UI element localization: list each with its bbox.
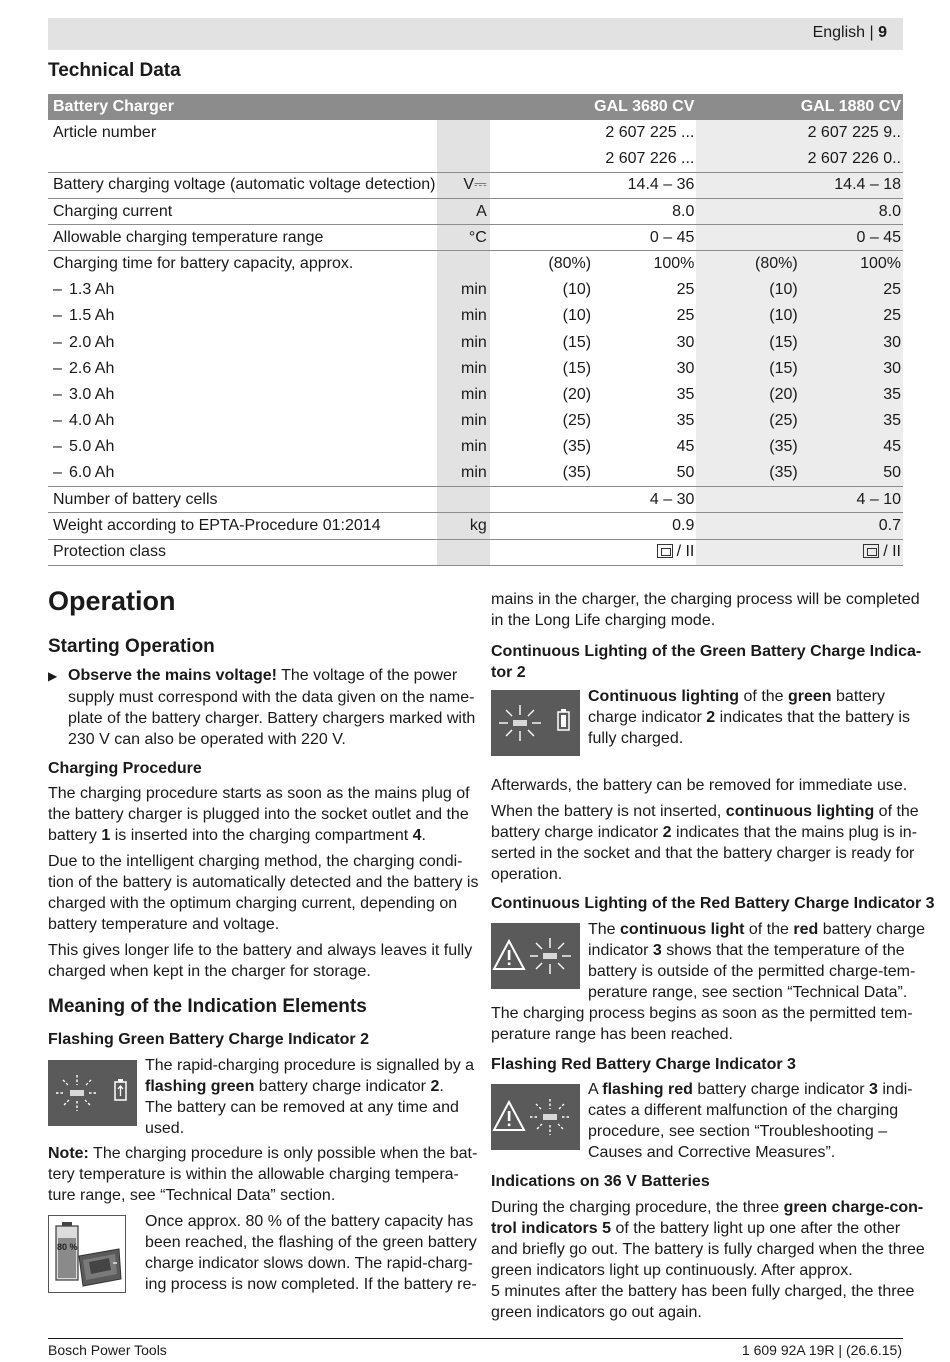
continuous-red-paragraph [588, 919, 925, 1003]
dash-marker: – [53, 333, 62, 351]
current-value-1: 8.0 [490, 199, 697, 225]
cr-line-1c: of the [744, 921, 794, 938]
fr-line-3: procedure, see section “Troubleshooting – [588, 1123, 888, 1140]
flashing-led-battery-icon [48, 1060, 137, 1126]
continuous-red-heading: Continuous Lighting of the Red Battery Charge Indicator 3 [491, 895, 935, 912]
charging-time-80-2: (80%) [696, 251, 799, 277]
capacity-unit: min [437, 303, 489, 329]
table-row [48, 382, 903, 408]
header-language: English [812, 24, 866, 41]
capacity-unit: min [437, 330, 489, 356]
table-row [48, 303, 903, 329]
indications-36v-paragraph [491, 1197, 925, 1323]
time-80-1: (10) [562, 281, 592, 299]
table-row [48, 434, 903, 460]
fg-line-4: used. [145, 1120, 185, 1137]
time-100-1: 25 [676, 281, 695, 299]
proc-line-3e: . [421, 827, 426, 844]
cr-line-2b: 3 [652, 942, 662, 959]
capacity-unit: min [437, 434, 489, 460]
cg-line-1a: Continuous lighting [588, 688, 740, 705]
approx-line-3: charge indicator slows down. The rapid-charg- [145, 1255, 473, 1272]
header-separator: | [865, 24, 879, 41]
cg-line-2b: 2 [706, 709, 716, 726]
current-unit: A [437, 199, 489, 225]
protection-unit [437, 539, 489, 565]
table-row-charging-time [48, 251, 903, 277]
protection-class-text: / II [883, 543, 901, 561]
ind-line-1a: During the charging procedure, the three [491, 1199, 784, 1216]
protection-label: Protection class [48, 539, 437, 565]
charging-procedure-paragraph [48, 783, 470, 846]
cont-green-title-2: tor 2 [491, 664, 526, 681]
article-label-blank [48, 146, 437, 172]
mains-bold: Observe the mains voltage! [68, 667, 277, 684]
intel-line-2: tion of the battery is automatically detected and the battery is [48, 874, 479, 891]
pack-80-label: 80 % [57, 1242, 78, 1252]
ind-line-2a: trol indicators 5 [491, 1220, 612, 1237]
table-row-article-2 [48, 146, 903, 172]
cells-label: Number of battery cells [48, 487, 437, 513]
time-100-2: 35 [800, 382, 903, 408]
battery-charger-image [48, 1215, 126, 1293]
starting-operation-heading: Starting Operation [48, 636, 215, 657]
cont-green-title-1: Continuous Lighting of the Green Battery Charge Indica- [491, 643, 922, 660]
temperature-label: Allowable charging temperature range [48, 225, 437, 251]
dash-marker: – [53, 464, 62, 482]
voltage-value-1: 14.4 – 36 [490, 172, 697, 198]
wn-line-1a: When the battery is not inserted, [491, 803, 726, 820]
footer-brand: Bosch Power Tools [48, 1342, 167, 1358]
time-100-2: 30 [800, 356, 903, 382]
continuous-led-battery-icon [491, 690, 580, 756]
header-model-2: GAL 1880 CV [696, 94, 903, 120]
continuous-green-heading [491, 641, 921, 683]
charging-time-100-2: 100% [800, 251, 903, 277]
cr-line-6: perature range has been reached. [491, 1026, 733, 1043]
fg-line-2c: 2 [430, 1078, 440, 1095]
ind-line-1b: green charge-con- [783, 1199, 924, 1216]
capacity-unit: min [437, 277, 489, 303]
ind-line-5: 5 minutes after the battery has been fully charged, the three [491, 1283, 915, 1300]
time-80-2: (10) [696, 277, 799, 303]
cells-value-2: 4 – 10 [696, 487, 903, 513]
warning-flashing-led-icon [491, 1084, 580, 1150]
wn-line-4: operation. [491, 866, 563, 883]
table-row-current [48, 199, 903, 225]
cg-line-1c: green [788, 688, 832, 705]
fg-line-2d: . [439, 1078, 444, 1095]
cells-value-1: 4 – 30 [490, 487, 697, 513]
intelligent-charging-paragraph [48, 851, 478, 935]
operation-title: Operation [48, 586, 176, 616]
approx-line-1: Once approx. 80 % of the battery capacity has [145, 1213, 474, 1230]
cr-line-5: The charging process begins as soon as the permitted tem- [491, 1005, 913, 1022]
temperature-value-1: 0 – 45 [490, 225, 697, 251]
table-row [48, 330, 903, 356]
indications-36v-heading: Indications on 36 V Batteries [491, 1173, 710, 1190]
charging-procedure-heading: Charging Procedure [48, 760, 202, 777]
wn-line-1b: continuous lighting [725, 803, 875, 820]
capacity-value: 5.0 Ah [69, 438, 115, 456]
dash-marker: – [53, 307, 62, 325]
protection-value-2 [696, 539, 903, 565]
capacity-unit: min [437, 460, 489, 486]
note-line-3: ture range, see “Technical Data” section. [48, 1187, 336, 1204]
bullet-arrow-icon: ▶ [48, 669, 58, 683]
fg-line-1: The rapid-charging procedure is signalled by a [145, 1057, 475, 1074]
weight-unit: kg [437, 513, 489, 539]
table-row-weight [48, 513, 903, 539]
cr-line-3: battery is outside of the permitted charge-tem- [588, 963, 916, 980]
temperature-unit: °C [437, 225, 489, 251]
wn-line-1c: of the [874, 803, 919, 820]
table-row [48, 460, 903, 486]
cr-line-1e: battery charge [818, 921, 925, 938]
capacity-label [48, 460, 437, 486]
proc-line-3a: battery [48, 827, 102, 844]
cr-line-1a: The [588, 921, 621, 938]
charging-time-80-1: (80%) [490, 251, 593, 277]
afterwards-paragraph: Afterwards, the battery can be removed for immediate use. [491, 777, 908, 794]
remains-line-2: in the Long Life charging mode. [491, 612, 716, 629]
time-100-1: 45 [676, 438, 695, 456]
cg-line-2a: charge indicator [588, 709, 707, 726]
time-80-2: (20) [696, 382, 799, 408]
capacity-unit: min [437, 382, 489, 408]
current-value-2: 8.0 [696, 199, 903, 225]
time-100-1: 30 [676, 359, 695, 377]
flashing-red-paragraph [588, 1079, 913, 1163]
flashing-green-paragraph [145, 1055, 474, 1139]
proc-line-2: the battery charger is plugged into the socket outlet and the [48, 806, 469, 823]
article-value-1a: 2 607 225 ... [605, 124, 695, 142]
table-row [48, 408, 903, 434]
capacity-value: 4.0 Ah [69, 412, 115, 430]
cr-line-2c: shows that the temperature of the [661, 942, 905, 959]
charging-time-100-1: 100% [593, 251, 696, 277]
table-row-cells [48, 487, 903, 513]
time-100-1: 25 [676, 307, 695, 325]
approx-line-4: ing process is now completed. If the battery re- [145, 1276, 477, 1293]
weight-label: Weight according to EPTA-Procedure 01:2014 [48, 513, 437, 539]
cr-line-1b: continuous light [620, 921, 745, 938]
time-100-2: 25 [800, 303, 903, 329]
battery-pack-80-percent-icon [49, 1216, 125, 1292]
capacity-label [48, 356, 437, 382]
warning-led-icon [491, 923, 580, 989]
remains-line-1: mains in the charger, the charging process will be completed [491, 591, 920, 608]
life-line-2: charged when kept in the charger for storage. [48, 963, 371, 980]
charging-time-label: Charging time for battery capacity, approx. [48, 251, 437, 277]
table-row [48, 277, 903, 303]
fr-line-1a: A [588, 1081, 603, 1098]
flashing-red-indicator-icon [491, 1084, 580, 1150]
time-100-1: 30 [676, 333, 695, 351]
header-page-number: 9 [878, 24, 887, 41]
when-not-inserted-paragraph [491, 801, 919, 885]
voltage-unit: V⎓ [437, 172, 489, 198]
charging-begins-paragraph [491, 1003, 913, 1045]
table-row-protection [48, 539, 903, 565]
current-label: Charging current [48, 199, 437, 225]
mains-text-3: plate of the battery charger. Battery chargers marked with [68, 710, 476, 727]
capacity-unit: min [437, 356, 489, 382]
double-insulation-icon [863, 544, 879, 558]
time-100-1: 35 [676, 385, 695, 403]
remains-paragraph [491, 589, 920, 631]
time-100-1: 50 [676, 464, 695, 482]
time-80-2: (35) [696, 460, 799, 486]
capacity-label [48, 382, 437, 408]
intel-line-3: charged with the optimum charging current, depending on [48, 895, 458, 912]
capacity-unit: min [437, 408, 489, 434]
cg-line-1b: of the [739, 688, 788, 705]
fr-line-4: Causes and Corrective Measures”. [588, 1144, 836, 1161]
voltage-label: Battery charging voltage (automatic voltage detection) [48, 172, 437, 198]
time-80-2: (10) [696, 303, 799, 329]
ind-line-2b: of the battery light up one after the other [611, 1220, 901, 1237]
fr-line-2: cates a different malfunction of the charging [588, 1102, 899, 1119]
capacity-value: 2.0 Ah [69, 333, 115, 351]
battery-life-paragraph [48, 940, 472, 982]
page-header-bar [48, 18, 903, 50]
wn-line-2c: indicates that the mains plug is in- [671, 824, 918, 841]
capacity-label [48, 434, 437, 460]
article-label: Article number [53, 124, 157, 142]
technical-data-title: Technical Data [48, 60, 181, 81]
ind-line-6: green indicators go out again. [491, 1304, 702, 1321]
proc-line-3b: 1 [101, 827, 111, 844]
time-100-2: 35 [800, 408, 903, 434]
footer-divider [48, 1338, 903, 1339]
dash-marker: – [53, 385, 62, 403]
fr-line-1b: flashing red [602, 1081, 693, 1098]
dash-marker: – [53, 438, 62, 456]
dash-marker: – [53, 281, 62, 299]
page-header-text [813, 24, 887, 42]
cg-line-1d: battery [831, 688, 885, 705]
continuous-green-indicator-icon [491, 690, 580, 756]
time-80-2: (15) [696, 330, 799, 356]
article-unit-blank [437, 146, 489, 172]
weight-value-2: 0.7 [696, 513, 903, 539]
cg-line-2c: indicates that the battery is [715, 709, 910, 726]
approx-80-paragraph [145, 1211, 477, 1295]
article-value-2a: 2 607 225 9.. [696, 120, 903, 146]
time-80-2: (35) [696, 434, 799, 460]
table-header-row [48, 94, 903, 120]
time-80-1: (20) [562, 385, 592, 403]
table-row-article [48, 120, 903, 146]
wn-line-2b: 2 [662, 824, 672, 841]
ind-line-4: green indicators light up continuously. After approx. [491, 1262, 853, 1279]
life-line-1: This gives longer life to the battery and always leaves it fully [48, 942, 473, 959]
double-insulation-icon [657, 544, 673, 558]
mains-text-1: The voltage of the power [276, 667, 458, 684]
time-80-1: (35) [562, 438, 592, 456]
capacity-label [48, 277, 437, 303]
dash-marker: – [53, 359, 62, 377]
cells-unit [437, 487, 489, 513]
capacity-value: 2.6 Ah [69, 359, 115, 377]
mains-text-4: 230 V can also be operated with 220 V. [68, 731, 346, 748]
capacity-label [48, 303, 437, 329]
fg-line-3: The battery can be removed at any time and [145, 1099, 459, 1116]
continuous-green-paragraph [588, 686, 910, 749]
wn-line-3: serted in the socket and that the battery charger is ready for [491, 845, 915, 862]
header-battery-charger: Battery Charger [48, 94, 490, 120]
time-100-2: 50 [800, 460, 903, 486]
capacity-value: 3.0 Ah [69, 385, 115, 403]
capacity-value: 1.5 Ah [69, 307, 115, 325]
fg-line-2b: battery charge indicator [254, 1078, 431, 1095]
time-100-1: 35 [676, 412, 695, 430]
flashing-red-heading: Flashing Red Battery Charge Indicator 3 [491, 1056, 796, 1073]
capacity-value: 1.3 Ah [69, 281, 115, 299]
time-80-1: (35) [562, 464, 592, 482]
flashing-green-heading: Flashing Green Battery Charge Indicator 2 [48, 1031, 369, 1048]
table-row-voltage [48, 172, 903, 198]
note-paragraph [48, 1143, 477, 1206]
flashing-green-indicator-icon [48, 1060, 137, 1126]
cr-line-2a: indicator [588, 942, 653, 959]
continuous-red-indicator-icon [491, 923, 580, 989]
proc-line-3c: is inserted into the charging compartment [110, 827, 413, 844]
proc-line-3d: 4 [412, 827, 422, 844]
voltage-value-2: 14.4 – 18 [696, 172, 903, 198]
time-100-2: 45 [800, 434, 903, 460]
intel-line-1: Due to the intelligent charging method, the charging condi- [48, 853, 463, 870]
note-line-2: tery temperature is within the allowable charging tempera- [48, 1166, 459, 1183]
fr-line-1c: battery charge indicator [692, 1081, 870, 1098]
time-80-1: (15) [562, 333, 592, 351]
time-80-2: (15) [696, 356, 799, 382]
protection-value-1 [490, 539, 697, 565]
approx-line-2: been reached, the flashing of the green battery [145, 1234, 477, 1251]
time-100-2: 25 [800, 277, 903, 303]
protection-class-text: / II [676, 543, 695, 561]
proc-line-1: The charging procedure starts as soon as the mains plug of [48, 785, 470, 802]
article-value-1b: 2 607 226 ... [605, 150, 695, 168]
charging-time-unit [437, 251, 489, 277]
time-80-1: (25) [562, 412, 592, 430]
time-80-2: (25) [696, 408, 799, 434]
mains-text-2: supply must correspond with the data given on the name- [68, 689, 475, 706]
cr-line-1d: red [793, 921, 819, 938]
article-unit [437, 120, 489, 146]
fr-line-1d: 3 [869, 1081, 878, 1098]
table-row-temperature [48, 225, 903, 251]
note-bold: Note: [48, 1145, 89, 1162]
cg-line-3: fully charged. [588, 730, 684, 747]
capacity-value: 6.0 Ah [69, 464, 115, 482]
table-row [48, 356, 903, 382]
ind-line-3: and briefly go out. The battery is fully charged when the three [491, 1241, 925, 1258]
capacity-label [48, 408, 437, 434]
footer-document-id: 1 609 92A 19R | (26.6.15) [741, 1342, 902, 1358]
article-value-2b: 2 607 226 0.. [696, 146, 903, 172]
temperature-value-2: 0 – 45 [696, 225, 903, 251]
fg-line-2a: flashing green [145, 1078, 255, 1095]
cr-line-4: perature range, see section “Technical Data”. [588, 984, 908, 1001]
time-80-1: (15) [562, 359, 592, 377]
dash-marker: – [53, 412, 62, 430]
mains-voltage-paragraph [48, 665, 475, 750]
time-100-2: 30 [800, 330, 903, 356]
note-line-1: The charging procedure is only possible when the bat- [88, 1145, 478, 1162]
technical-data-table [48, 94, 903, 566]
fr-line-1e: indi- [877, 1081, 913, 1098]
weight-value-1: 0.9 [490, 513, 697, 539]
meaning-indication-heading: Meaning of the Indication Elements [48, 996, 367, 1017]
time-80-1: (10) [562, 307, 592, 325]
capacity-label [48, 330, 437, 356]
wn-line-2a: battery charge indicator [491, 824, 663, 841]
intel-line-4: battery temperature and voltage. [48, 916, 280, 933]
header-model-1: GAL 3680 CV [490, 94, 697, 120]
